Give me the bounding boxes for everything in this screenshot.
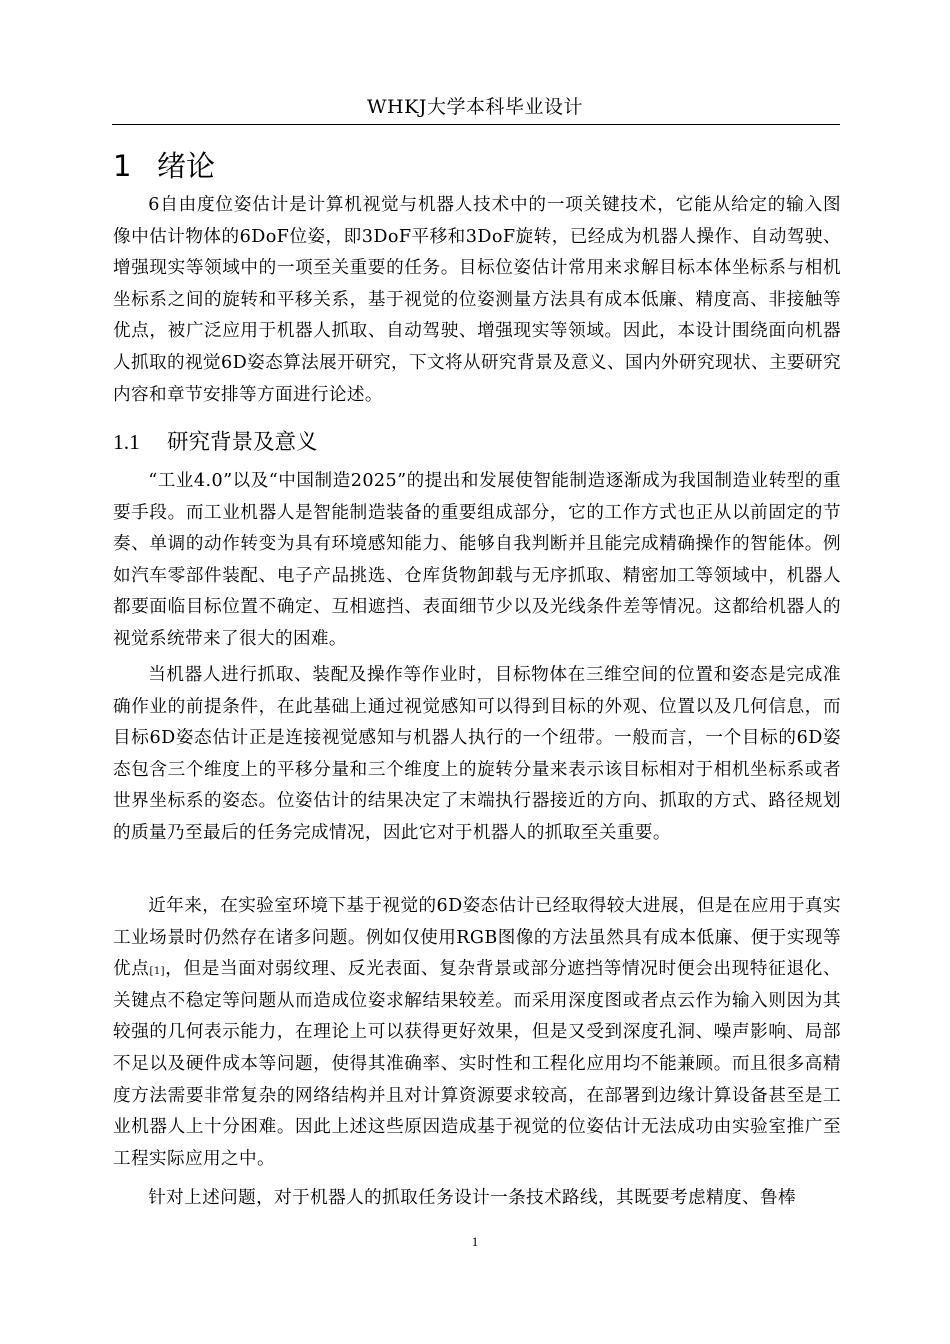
paragraph-text-part: ，但是当面对弱纹理、反光表面、复杂背景或部分遮挡等情况时便会出现特征退化、关键点不稳定等问题从而造成位姿求解结果较差。而采用深度图或者点云作为输入则因为其较强的几何表示能力，在理论上可以获得更好效果，但是又受到深度孔洞、噪声影响、局部不足以及硬件成本等问题，使得其准确率、实时性和工程化应用均不能兼顾。而且很多高精度方法需要非常复杂的网络结构并且对计算资源要求较高，在部署到边缘计算设备甚至是工业机器人上十分困难。因此上述这些原因造成基于视觉的位姿估计无法成功由实验室推广至工程实际应用之中。 bbox=[113, 959, 841, 1169]
paragraph-background-4: 针对上述问题，对于机器人的抓取任务设计一条技术路线，其既要考虑精度、鲁棒 bbox=[148, 1188, 796, 1208]
paragraph-text-part: 近年来，在实验室环境下基于视觉的6D姿态估计已经取得较大进展，但是在应用于真实工业场景时仍然存在诸多问题。例如仅使用RGB图像的方法虽然具有成本低廉、便于实现等优点 bbox=[113, 896, 841, 980]
paragraph-background-1: “工业4.0”以及“中国制造2025”的提出和发展使智能制造逐渐成为我国制造业转型的重要手段。而工业机器人是智能制造装备的重要组成部分，它的工作方式也正从以前固定的节奏、单调的动作转变为具有环境感知能力、能够自我判断并且能完成精确操作的智能体。例如汽车零部件装配、电子产品挑选、仓库货物卸载与无序抓取、精密加工等领域中，机器人都要面临目标位置不确定、互相遮挡、表面细节少以及光线条件差等情况。这都给机器人的视觉系统带来了很大的困难。 bbox=[113, 471, 841, 649]
page-number: 1 bbox=[471, 1234, 479, 1249]
chapter-title: 绪论 bbox=[157, 149, 216, 183]
chapter-heading bbox=[113, 144, 215, 185]
paragraph-intro: 6自由度位姿估计是计算机视觉与机器人技术中的一项关键技术，它能从给定的输入图像中估计物体的6DoF位姿，即3DoF平移和3DoF旋转，已经成为机器人操作、自动驾驶、增强现实等领域中的一项至关重要的任务。目标位姿估计常用来求解目标本体坐标系与相机坐标系之间的旋转和平移关系，基于视觉的位姿测量方法具有成本低廉、精度高、非接触等优点，被广泛应用于机器人抓取、自动驾驶、增强现实等领域。因此，本设计围绕面向机器人抓取的视觉6D姿态算法展开研究，下文将从研究背景及意义、国内外研究现状、主要研究内容和章节安排等方面进行论述。 bbox=[113, 195, 841, 405]
chapter-number: 1 bbox=[113, 149, 132, 183]
section-number: 1.1 bbox=[113, 430, 140, 454]
paragraph-background-2: 当机器人进行抓取、装配及操作等作业时，目标物体在三维空间的位置和姿态是完成准确作业的前提条件，在此基础上通过视觉感知可以得到目标的外观、位置以及几何信息，而目标6D姿态估计正是连接视觉感知与机器人执行的一个纽带。一般而言，一个目标的6D姿态包含三个维度上的平移分量和三个维度上的旋转分量来表示该目标相对于相机坐标系或者世界坐标系的姿态。位姿估计的结果决定了末端执行器接近的方向、抓取的方式、路径规划的质量乃至最后的任务完成情况，因此它对于机器人的抓取至关重要。 bbox=[113, 665, 841, 843]
citation-ref[interactable]: [1] bbox=[149, 966, 165, 978]
section-heading bbox=[113, 425, 318, 456]
paragraph-background-3 bbox=[113, 891, 841, 1175]
page-header-title: WHKJ大学本科毕业设计 bbox=[367, 96, 583, 118]
section-title: 研究背景及意义 bbox=[167, 430, 318, 455]
header-rule bbox=[112, 124, 840, 125]
